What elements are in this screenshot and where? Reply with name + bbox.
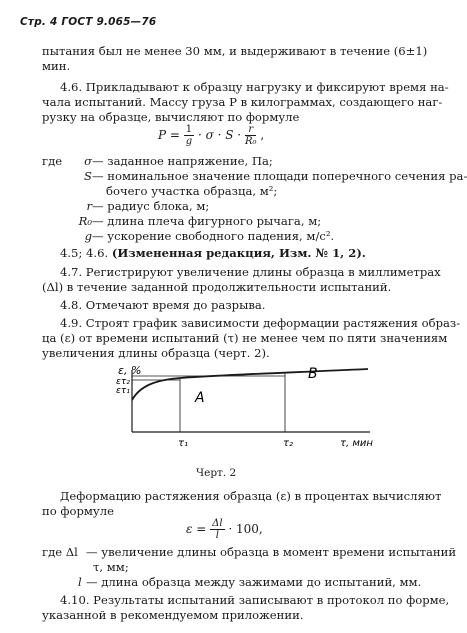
text-line: по формуле — [42, 504, 114, 518]
curve-label: B — [308, 366, 318, 382]
fraction: $\frac{1}{g}$ — [185, 124, 193, 147]
text-line: чала испытаний. Массу груза P в килограммах, создающего наг- — [42, 95, 443, 109]
creep-curve — [132, 369, 368, 400]
where-label: где Δl — [42, 545, 78, 559]
text-line: пытания был не менее 30 мм, и выдерживают в течение (6±1) — [42, 44, 428, 58]
legend-item: S— номинальное значение площади поперечного сечения ра- — [84, 169, 467, 183]
text-line: (Δl) в течение заданной продолжительности испытаний. — [42, 280, 392, 294]
legend-sym: l — [78, 575, 82, 589]
x-axis-label: τ, мин — [340, 438, 373, 449]
legend-item: бочего участка образца, м²; — [106, 184, 278, 198]
formula-lhs: P = — [158, 128, 180, 142]
tick-t2: τ₂ — [283, 438, 294, 449]
text-line: 4.9. Строят график зависимости деформации растяжения образ- — [60, 316, 461, 330]
legend-item: — увеличение длины образца в момент времени испытаний — [86, 545, 457, 559]
text-line: 4.5; 4.6. (Измененная редакция, Изм. № 1, 2). — [60, 246, 366, 260]
label-e1: ετ₁ — [116, 386, 130, 396]
formula-strain: ε = $\frac{\Delta l}{l}$ · 100, — [186, 518, 263, 541]
text-line: мин. — [42, 59, 71, 73]
formula-load: P = $\frac{1}{g}$ · σ · S · $\frac{r}{\text{R₀}}$ , — [158, 124, 265, 147]
legend-item: — длина образца между зажимами до испытаний, мм. — [86, 575, 422, 589]
text-line: рузку на образце, вычисляют по формуле — [42, 110, 300, 124]
text-line: указанной в рекомендуемом приложении. — [42, 608, 304, 622]
legend-item: τ, мм; — [93, 560, 129, 574]
legend-item: R₀— длина плеча фигурного рычага, м; — [78, 214, 322, 228]
legend-item: σ— заданное напряжение, Па; — [84, 154, 273, 168]
fraction: $\frac{\Delta l}{l}$ — [212, 518, 223, 541]
text-line: Деформацию растяжения образца (ε) в процентах вычисляют — [60, 489, 442, 503]
where-label: где — [42, 154, 63, 168]
legend-item: g— ускорение свободного падения, м/с². — [84, 229, 335, 243]
page-header: Стр. 4 ГОСТ 9.065—76 — [20, 16, 157, 28]
text-line: 4.8. Отмечают время до разрыва. — [60, 298, 266, 312]
figure-caption: Черт. 2 — [196, 467, 237, 479]
legend-item: r— радиус блока, м; — [86, 199, 210, 213]
text-line: ца (ε) от времени испытаний (τ) не менее чем по пяти значениям — [42, 331, 448, 345]
text-line: 4.7. Регистрируют увеличение длины образца в миллиметрах — [60, 265, 441, 279]
label-e2: ετ₂ — [116, 377, 130, 387]
text-line: увеличения длины образца (черт. 2). — [42, 346, 270, 360]
amendment-note: (Измененная редакция, Изм. № 1, 2). — [111, 246, 366, 260]
text-line: 4.10. Результаты испытаний записывают в протокол по форме, — [60, 593, 450, 607]
text-line: 4.6. Прикладывают к образцу нагрузку и фиксируют время на- — [60, 80, 449, 94]
strain-time-graph — [100, 366, 420, 466]
region-label: A — [195, 390, 205, 406]
y-axis-label: ε, % — [118, 364, 142, 377]
fraction: $\frac{r}{\text{R₀}}$ — [244, 124, 257, 147]
tick-t1: τ₁ — [178, 438, 189, 449]
